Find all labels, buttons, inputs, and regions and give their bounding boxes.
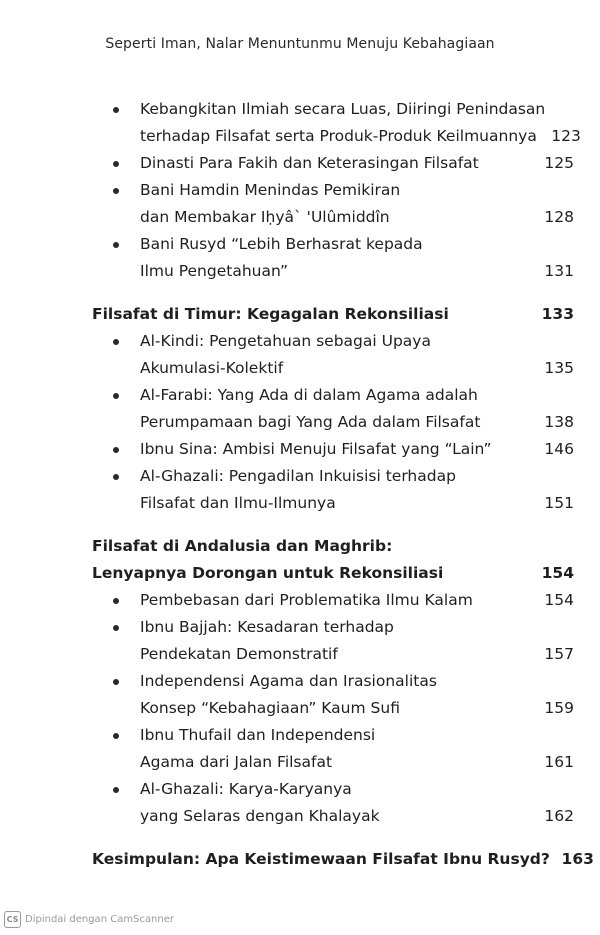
toc-entry-text: Al-Ghazali: Pengadilan Inkuisisi terhadap — [140, 467, 456, 485]
toc-page-number: 123 — [551, 127, 581, 145]
toc-entry[interactable] — [92, 463, 574, 517]
toc-entry-text: Ibnu Thufail dan Independensi — [140, 726, 376, 744]
toc-page-number: 128 — [544, 208, 574, 226]
toc-entry-text: Kebangkitan Ilmiah secara Luas, Diiringi Penindasan — [140, 100, 546, 118]
toc-section-title: Filsafat di Timur: Kegagalan Rekonsiliasi — [92, 305, 449, 323]
toc-entry[interactable] — [92, 177, 574, 231]
toc-page-number: 154 — [541, 564, 574, 582]
toc-section-heading[interactable] — [92, 301, 574, 328]
toc-entry-text: yang Selaras dengan Khalayak — [140, 807, 380, 825]
toc-page-number: 162 — [544, 807, 574, 825]
toc-entry-text: Perumpamaan bagi Yang Ada dalam Filsafat — [140, 413, 481, 431]
toc-entry-text: Bani Rusyd “Lebih Berhasrat kepada — [140, 235, 423, 253]
toc-entry[interactable] — [92, 776, 574, 830]
toc-entry-text: Ilmu Pengetahuan” — [140, 262, 288, 280]
toc-entry[interactable] — [92, 96, 581, 150]
toc-section-heading[interactable] — [92, 533, 574, 587]
toc-page-number: 133 — [541, 305, 574, 323]
toc-page-number: 125 — [544, 154, 574, 172]
toc-entry-text: Bani Hamdin Menindas Pemikiran — [140, 181, 401, 199]
toc-entry-text: Ibnu Sina: Ambisi Menuju Filsafat yang “Lain” — [140, 440, 492, 458]
toc-entry-text: Ibnu Bajjah: Kesadaran terhadap — [140, 618, 394, 636]
toc-section-title: Kesimpulan: Apa Keistimewaan Filsafat Ibnu Rusyd? — [92, 850, 550, 868]
toc-page-number: 138 — [544, 413, 574, 431]
toc-entry-text: Independensi Agama dan Irasionalitas — [140, 672, 437, 690]
running-header: Seperti Iman, Nalar Menuntunmu Menuju Kebahagiaan — [105, 36, 495, 52]
toc-page-number: 151 — [544, 494, 574, 512]
toc-entry[interactable] — [92, 668, 574, 722]
toc-entry[interactable] — [92, 436, 574, 463]
toc-page-number: 159 — [544, 699, 574, 717]
toc-entry-text: Al-Kindi: Pengetahuan sebagai Upaya — [140, 332, 431, 350]
toc-page-number: 146 — [544, 440, 574, 458]
toc-page-number: 163 — [561, 850, 594, 868]
toc-section-heading[interactable] — [92, 846, 594, 873]
toc-entry-text: Al-Ghazali: Karya-Karyanya — [140, 780, 352, 798]
toc-entry-text: Pembebasan dari Problematika Ilmu Kalam — [140, 591, 473, 609]
toc-entry-text: Al-Farabi: Yang Ada di dalam Agama adalah — [140, 386, 478, 404]
toc-entry-text: Agama dari Jalan Filsafat — [140, 753, 333, 771]
toc-entry-text: Konsep “Kebahagiaan” Kaum Sufi — [140, 699, 400, 717]
table-of-contents — [92, 96, 594, 873]
toc-entry-text: Dinasti Para Fakih dan Keterasingan Filsafat — [140, 154, 479, 172]
toc-entry[interactable] — [92, 614, 574, 668]
toc-entry-text: dan Membakar Iḥyâ` 'Ulûmiddîn — [140, 208, 390, 226]
scanner-watermark — [4, 911, 174, 928]
toc-entry-text: Akumulasi-Kolektif — [140, 359, 284, 377]
toc-entry[interactable] — [92, 722, 574, 776]
toc-section-title: Filsafat di Andalusia dan Maghrib: — [92, 537, 393, 555]
toc-page-number: 135 — [544, 359, 574, 377]
camscanner-logo-icon: CS — [4, 911, 21, 928]
toc-entry[interactable] — [92, 328, 574, 382]
toc-entry[interactable] — [92, 231, 574, 285]
toc-page-number: 131 — [544, 262, 574, 280]
toc-entry[interactable] — [92, 382, 574, 436]
toc-entry-text: Pendekatan Demonstratif — [140, 645, 338, 663]
toc-entry-text: Filsafat dan Ilmu-Ilmunya — [140, 494, 336, 512]
toc-page-number: 157 — [544, 645, 574, 663]
toc-page-number: 161 — [544, 753, 574, 771]
toc-entry-text: terhadap Filsafat serta Produk-Produk Keilmuannya — [140, 127, 537, 145]
toc-page-number: 154 — [544, 591, 574, 609]
toc-section-title: Lenyapnya Dorongan untuk Rekonsiliasi — [92, 564, 444, 582]
toc-entry[interactable] — [92, 150, 574, 177]
toc-entry[interactable] — [92, 587, 574, 614]
scanner-watermark-text: Dipindai dengan CamScanner — [25, 914, 174, 925]
